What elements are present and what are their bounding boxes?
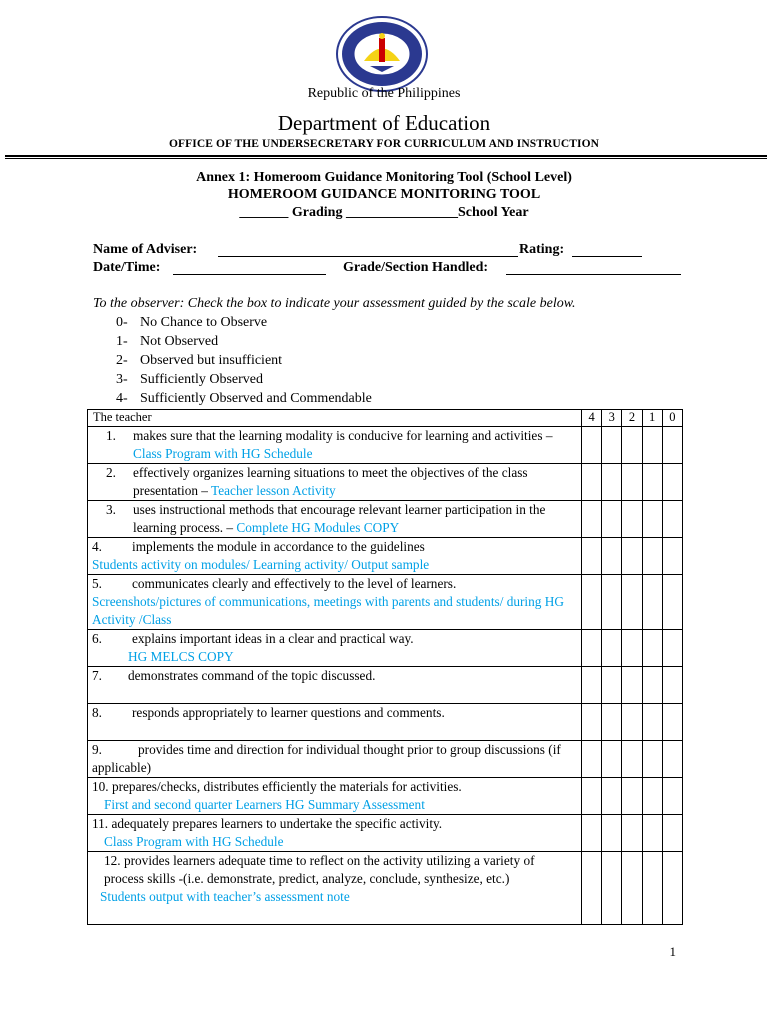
criterion-cell: 6. explains important ideas in a clear and practical way. HG MELCS COPY: [88, 630, 582, 667]
evidence-text: Students output with teacher’s assessment note: [100, 889, 350, 904]
table-row: [88, 464, 683, 501]
criterion-cell: 2. effectively organizes learning situations to meet the objectives of the class presentation – Teacher lesson Activity: [88, 464, 582, 501]
adviser-field[interactable]: [218, 256, 518, 257]
score-checkbox[interactable]: [662, 667, 682, 704]
criterion-cell: 5. communicates clearly and effectively to the level of learners. Screenshots/pictures of communications, meetings with parents and students/ during HG Activity /Class: [88, 575, 582, 630]
score-checkbox[interactable]: [642, 464, 662, 501]
criterion-cell: 9. provides time and direction for individual thought prior to group discussions (if applicable): [88, 741, 582, 778]
header-divider-thin: [5, 158, 767, 159]
office-heading: OFFICE OF THE UNDERSECRETARY FOR CURRICULUM AND INSTRUCTION: [168, 138, 600, 150]
column-header-score: 3: [602, 410, 622, 427]
column-header-score: 0: [662, 410, 682, 427]
criterion-cell: 3. uses instructional methods that encourage relevant learner participation in the learning process. – Complete HG Modules COPY: [88, 501, 582, 538]
score-checkbox[interactable]: [602, 538, 622, 575]
table-row: [88, 815, 683, 852]
score-checkbox[interactable]: [581, 464, 601, 501]
evidence-text: HG MELCS COPY: [128, 649, 234, 664]
score-checkbox[interactable]: [602, 427, 622, 464]
score-checkbox[interactable]: [642, 427, 662, 464]
score-checkbox[interactable]: [642, 667, 662, 704]
page-number: 1: [669, 944, 676, 959]
table-header-row: [88, 410, 683, 427]
score-checkbox[interactable]: [662, 852, 682, 925]
grade-section-field[interactable]: [506, 274, 681, 275]
score-checkbox[interactable]: [581, 704, 601, 741]
score-checkbox[interactable]: [662, 704, 682, 741]
observer-instruction: To the observer: Check the box to indicate your assessment guided by the scale below.: [93, 296, 576, 311]
table-row: [88, 778, 683, 815]
score-checkbox[interactable]: [581, 778, 601, 815]
score-checkbox[interactable]: [642, 538, 662, 575]
score-checkbox[interactable]: [622, 778, 642, 815]
score-checkbox[interactable]: [642, 704, 662, 741]
rating-field[interactable]: [572, 256, 642, 257]
table-row: [88, 704, 683, 741]
table-row: [88, 427, 683, 464]
score-checkbox[interactable]: [581, 815, 601, 852]
score-checkbox[interactable]: [642, 575, 662, 630]
score-checkbox[interactable]: [581, 741, 601, 778]
score-checkbox[interactable]: [662, 464, 682, 501]
score-checkbox[interactable]: [581, 501, 601, 538]
scale-item: 1- Not Observed: [116, 334, 219, 349]
criterion-cell: 10. prepares/checks, distributes efficiently the materials for activities. First and second quarter Learners HG Summary Assessment: [88, 778, 582, 815]
scale-item: 4- Sufficiently Observed and Commendable: [116, 391, 372, 406]
criterion-cell: 11. adequately prepares learners to undertake the specific activity. Class Program with HG Schedule: [88, 815, 582, 852]
score-checkbox[interactable]: [622, 538, 642, 575]
grading-school-year-line: _______ Grading ________________School Year: [239, 205, 529, 220]
score-checkbox[interactable]: [622, 704, 642, 741]
department-heading: Department of Education: [277, 111, 491, 135]
score-checkbox[interactable]: [642, 778, 662, 815]
republic-heading: Republic of the Philippines: [307, 86, 461, 101]
annex-title: Annex 1: Homeroom Guidance Monitoring Tool (School Level): [196, 170, 572, 185]
column-header-teacher: The teacher: [88, 410, 582, 427]
column-header-score: 2: [622, 410, 642, 427]
score-checkbox[interactable]: [581, 427, 601, 464]
criterion-cell: 8. responds appropriately to learner questions and comments.: [88, 704, 582, 741]
criterion-cell: 7. demonstrates command of the topic discussed.: [88, 667, 582, 704]
table-row: [88, 538, 683, 575]
rubric-table: [87, 409, 683, 925]
score-checkbox[interactable]: [622, 575, 642, 630]
criterion-cell: 4. implements the module in accordance to the guidelines Students activity on modules/ Learning activity/ Output sample: [88, 538, 582, 575]
table-row: [88, 741, 683, 778]
evidence-text: Teacher lesson Activity: [211, 483, 336, 498]
datetime-field[interactable]: [173, 274, 326, 275]
score-checkbox[interactable]: [581, 852, 601, 925]
score-checkbox[interactable]: [602, 815, 622, 852]
score-checkbox[interactable]: [602, 667, 622, 704]
score-checkbox[interactable]: [622, 815, 642, 852]
table-row: [88, 501, 683, 538]
score-checkbox[interactable]: [642, 815, 662, 852]
evidence-text: Class Program with HG Schedule: [104, 834, 284, 849]
grade-section-label: Grade/Section Handled:: [343, 260, 489, 275]
score-checkbox[interactable]: [581, 667, 601, 704]
score-checkbox[interactable]: [662, 427, 682, 464]
evidence-text: Students activity on modules/ Learning activity/ Output sample: [92, 557, 430, 572]
deped-seal-logo: [336, 16, 428, 92]
column-header-score: 4: [581, 410, 601, 427]
score-checkbox[interactable]: [622, 741, 642, 778]
score-checkbox[interactable]: [602, 778, 622, 815]
score-checkbox[interactable]: [602, 501, 622, 538]
score-checkbox[interactable]: [662, 778, 682, 815]
score-checkbox[interactable]: [642, 852, 662, 925]
score-checkbox[interactable]: [581, 575, 601, 630]
header-divider: [5, 155, 767, 157]
score-checkbox[interactable]: [662, 630, 682, 667]
tool-title: HOMEROOM GUIDANCE MONITORING TOOL: [227, 187, 541, 202]
score-checkbox[interactable]: [602, 464, 622, 501]
datetime-label: Date/Time:: [93, 260, 161, 275]
column-header-score: 1: [642, 410, 662, 427]
table-row: [88, 575, 683, 630]
criterion-cell: 12. provides learners adequate time to reflect on the activity utilizing a variety of process skills -(i.e. demonstrate, predict, analyze, conclude, synthesize, etc.) Students output with teacher’s assessment note: [88, 852, 582, 925]
score-checkbox[interactable]: [602, 741, 622, 778]
evidence-text: Complete HG Modules COPY: [236, 520, 400, 535]
score-checkbox[interactable]: [642, 501, 662, 538]
table-row: [88, 852, 683, 925]
score-checkbox[interactable]: [602, 575, 622, 630]
scale-item: 2- Observed but insufficient: [116, 353, 283, 368]
score-checkbox[interactable]: [622, 630, 642, 667]
rating-label: Rating:: [519, 242, 565, 257]
scale-item: 0- No Chance to Observe: [116, 315, 268, 330]
score-checkbox[interactable]: [662, 538, 682, 575]
score-checkbox[interactable]: [622, 501, 642, 538]
score-checkbox[interactable]: [662, 741, 682, 778]
score-checkbox[interactable]: [642, 741, 662, 778]
table-row: [88, 667, 683, 704]
score-checkbox[interactable]: [662, 501, 682, 538]
criterion-cell: 1. makes sure that the learning modality is conducive for learning and activities – Class Program with HG Schedule: [88, 427, 582, 464]
score-checkbox[interactable]: [622, 852, 642, 925]
score-checkbox[interactable]: [602, 704, 622, 741]
adviser-label: Name of Adviser:: [93, 242, 198, 257]
score-checkbox[interactable]: [581, 630, 601, 667]
score-checkbox[interactable]: [642, 630, 662, 667]
score-checkbox[interactable]: [602, 852, 622, 925]
evidence-text: Screenshots/pictures of communications, meetings with parents and students/ during HG Activity /Class: [92, 594, 564, 627]
table-row: [88, 630, 683, 667]
score-checkbox[interactable]: [662, 815, 682, 852]
score-checkbox[interactable]: [602, 630, 622, 667]
evidence-text: First and second quarter Learners HG Summary Assessment: [104, 797, 425, 812]
scale-item: 3- Sufficiently Observed: [116, 372, 263, 387]
score-checkbox[interactable]: [581, 538, 601, 575]
score-checkbox[interactable]: [662, 575, 682, 630]
score-checkbox[interactable]: [622, 464, 642, 501]
score-checkbox[interactable]: [622, 427, 642, 464]
score-checkbox[interactable]: [622, 667, 642, 704]
evidence-text: Class Program with HG Schedule: [133, 446, 313, 461]
